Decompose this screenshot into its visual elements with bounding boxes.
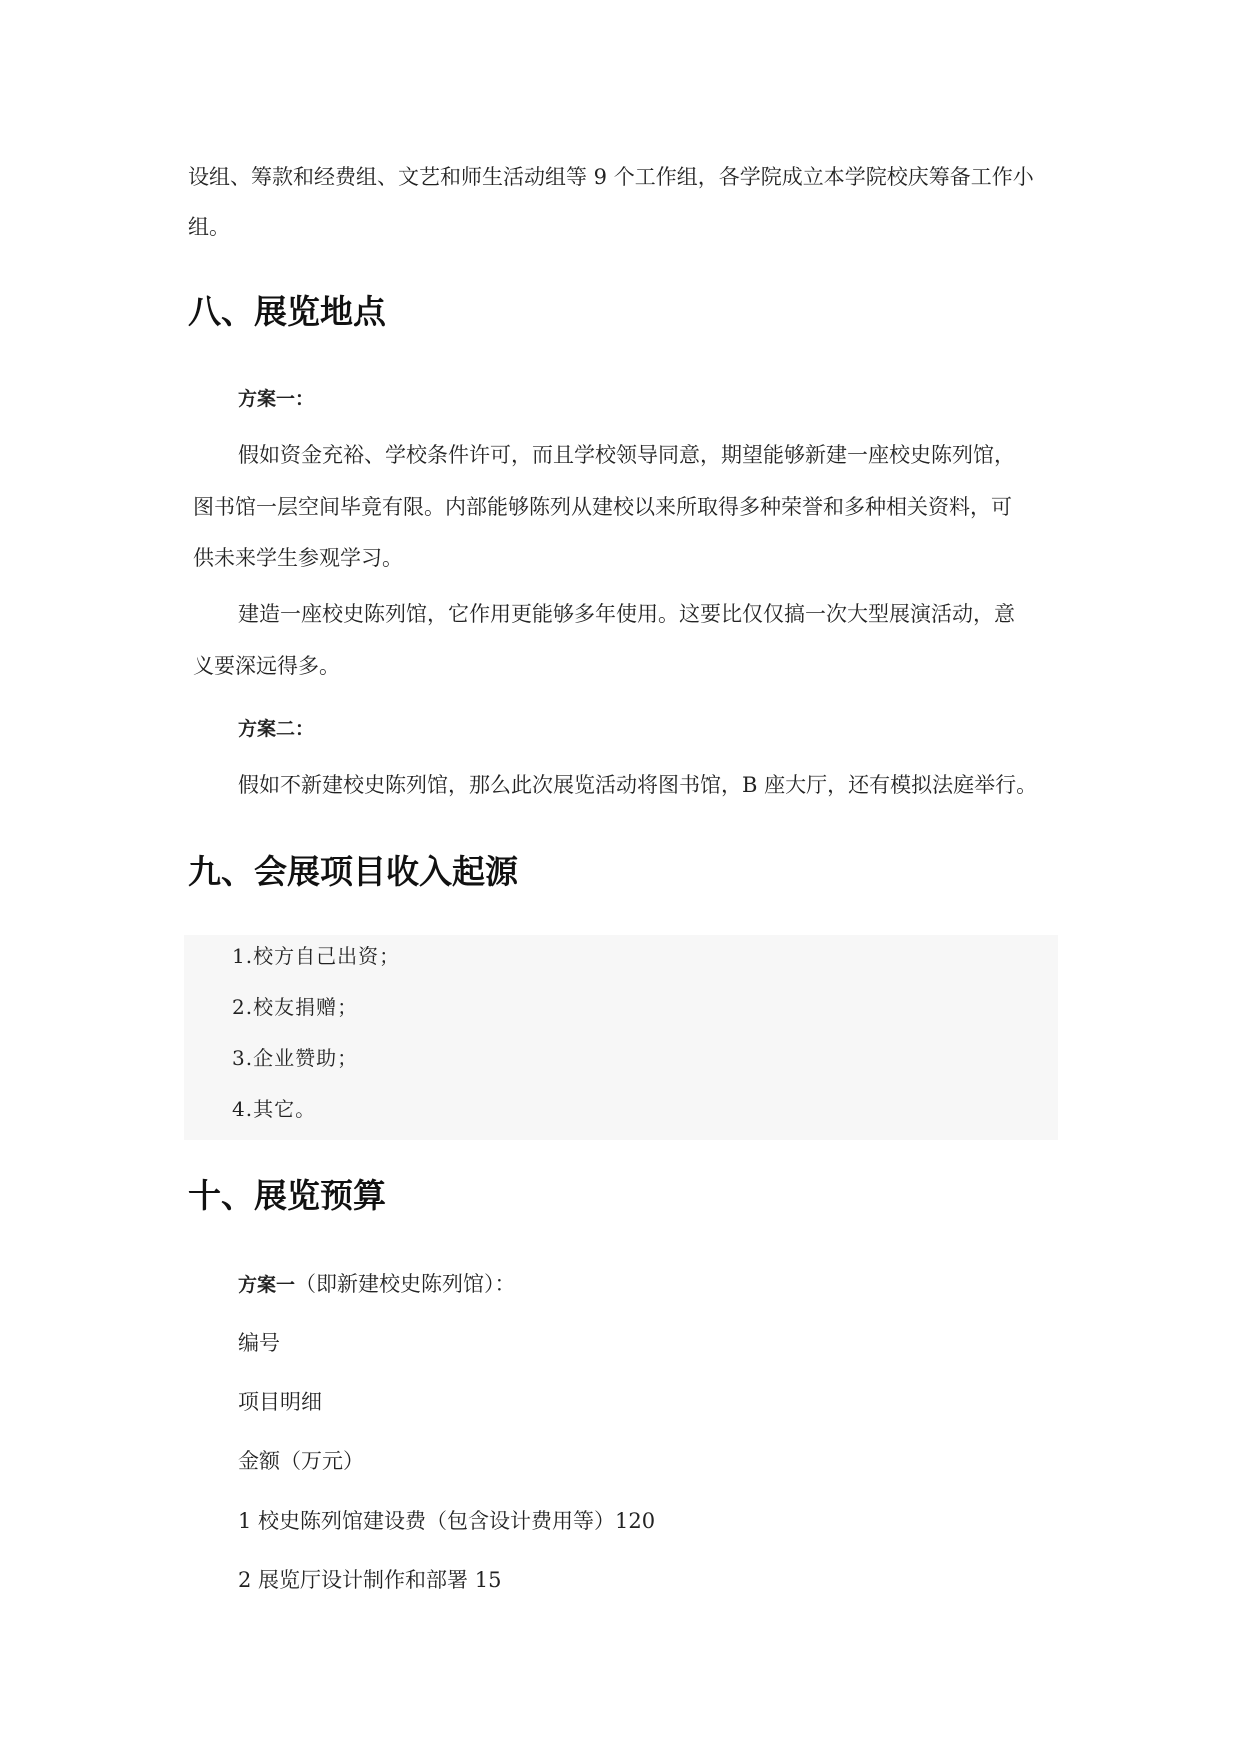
- intro-line-2: 组。: [188, 215, 230, 239]
- section-10-plan-1-caption: [238, 1269, 516, 1300]
- section-8-plan-2-label: 方案二：: [238, 718, 315, 740]
- section-8-plan-1-para-1-line-3: 供未来学生参观学习。: [193, 546, 403, 570]
- intro-line-1: 设组、筹款和经费组、文艺和师生活动组等 9 个工作组，各学院成立本学院校庆筹备工作小: [188, 165, 1034, 189]
- section-8-plan-1-para-1-line-1: 假如资金充裕、学校条件许可，而且学校领导同意，期望能够新建一座校史陈列馆，: [238, 443, 1015, 467]
- budget-row: 2 展览厅设计制作和部署 15: [238, 1568, 502, 1592]
- income-source-item: 2.校友捐赠；: [232, 995, 359, 1019]
- section-8-plan-1-para-1-line-2: 图书馆一层空间毕竟有限。内部能够陈列从建校以来所取得多种荣誉和多种相关资料，可: [193, 495, 1012, 519]
- section-10-plan-1-suffix: （即新建校史陈列馆）：: [295, 1272, 516, 1296]
- section-8-plan-1-para-2-line-1: 建造一座校史陈列馆，它作用更能够多年使用。这要比仅仅搞一次大型展演活动，意: [238, 602, 1015, 626]
- income-source-item: 4.其它。: [232, 1097, 317, 1121]
- section-8-plan-1-label: 方案一：: [238, 388, 315, 410]
- section-8-heading: 八、展览地点: [188, 292, 386, 331]
- section-9-heading: 九、会展项目收入起源: [188, 852, 518, 891]
- income-source-item: 1.校方自己出资；: [232, 944, 401, 968]
- budget-column-amount: 金额（万元）: [238, 1449, 364, 1473]
- budget-column-item: 项目明细: [238, 1390, 322, 1414]
- section-8-plan-1-para-2-line-2: 义要深远得多。: [193, 654, 340, 678]
- budget-column-number: 编号: [238, 1331, 280, 1355]
- section-8-plan-2-para: 假如不新建校史陈列馆，那么此次展览活动将图书馆，B 座大厅，还有模拟法庭举行。: [238, 773, 1038, 797]
- section-10-heading: 十、展览预算: [188, 1176, 386, 1215]
- section-10-plan-1-label: 方案一: [238, 1274, 296, 1296]
- income-source-item: 3.企业赞助；: [232, 1046, 359, 1070]
- budget-row: 1 校史陈列馆建设费（包含设计费用等）120: [238, 1509, 656, 1533]
